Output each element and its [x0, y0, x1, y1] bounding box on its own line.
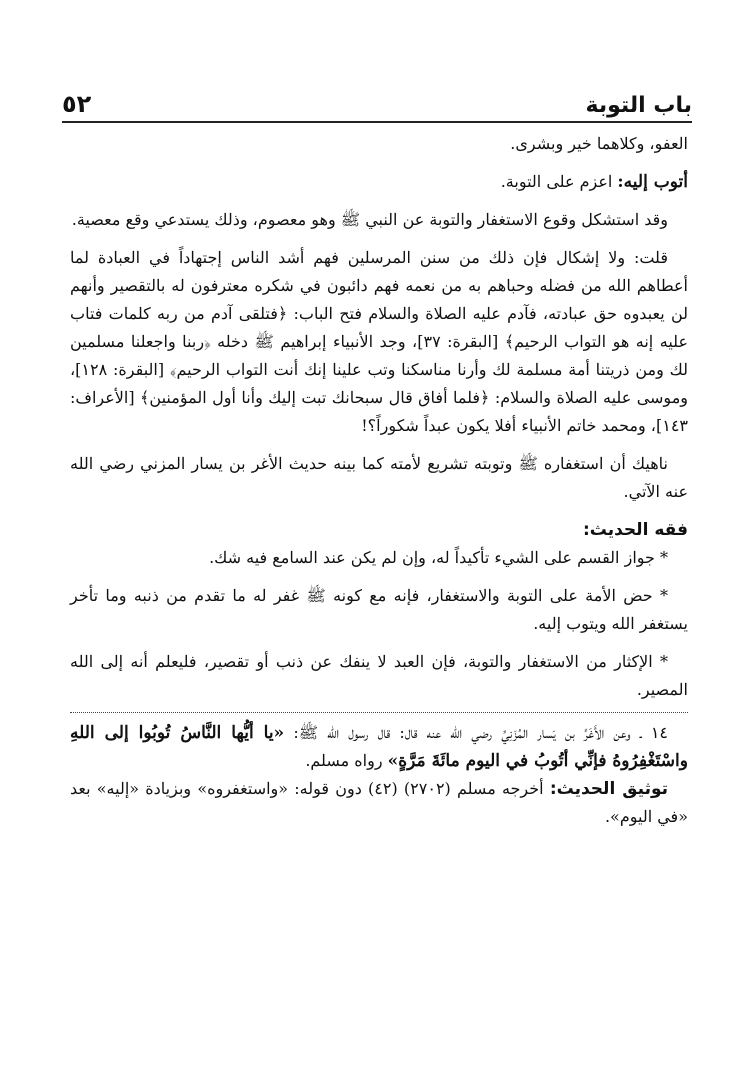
defined-term: أتوب إليه:	[617, 172, 688, 192]
fiqh-heading	[70, 516, 688, 544]
takhrij-paragraph	[70, 775, 688, 831]
takhrij-text: أخرجه مسلم (٢٧٠٢) (٤٢) دون قوله: «واستغفروه» وبزيادة «إليه» بعد «في اليوم».	[70, 779, 688, 826]
paragraph-definition	[70, 168, 688, 196]
page-body	[70, 130, 688, 831]
benefit-item: * جواز القسم على الشيء تأكيداً له، وإن لم يكن عند السامع فيه شك.	[209, 548, 668, 567]
page-header	[62, 82, 692, 118]
takhrij-heading: توثيق الحديث:	[549, 779, 668, 799]
fiqh-heading-text: فقه الحديث:	[582, 520, 688, 540]
section-divider	[70, 712, 688, 713]
hadith-intro: ١٤ ـ وعن الأَغَرِّ بن يَسار المُزَنِيِّ رضي الله عنه قال: قال رسول الله ﷺ:	[293, 723, 669, 742]
paragraph-answer: قلت: ولا إشكال فإن ذلك من سنن المرسلين فهم أشد الناس إجتهاداً في العبادة لما أعطاهم الله من فضله وحباهم به من نعمه فهم دائبون في شكره معترفون له بالتقصير وأنهم لن يعبدوه حق عبادته، فآدم عليه الصلاة والسلام فتح الباب: ﴿فتلقى آدم من ربه كلمات فتاب عليه إنه هو التواب الرحيم﴾ [البقرة: ٣٧]، وجد الأنبياء إبراهيم ﷺ دخله ﴿ربنا واجعلنا مسلمين لك ومن ذريتنا أمة مسلمة لك وأرنا مناسكنا وتب علينا إنك أنت التواب الرحيم﴾ [البقرة: ١٢٨]، وموسى عليه الصلاة والسلام: ﴿فلما أفاق قال سبحانك تبت إليك وأنا أول المؤمنين﴾ [الأعراف: ١٤٣]، ومحمد خاتم الأنبياء أفلا يكون عبداً شكوراً؟!	[70, 248, 689, 435]
paragraph-continuation: العفو، وكلاهما خير وبشرى.	[510, 134, 688, 153]
header-rule	[62, 121, 692, 123]
paragraph-question: وقد استشكل وقوع الاستغفار والتوبة عن النبي ﷺ وهو معصوم، وذلك يستدعي وقع معصية.	[71, 210, 668, 229]
term-definition: اعزم على التوبة.	[500, 172, 618, 191]
paragraph-note: ناهيك أن استغفاره ﷺ وتوبته تشريع لأمته كما بينه حديث الأغر بن يسار المزني رضي الله عنه الآتي.	[70, 454, 688, 501]
page-number: ٥٢	[62, 90, 92, 118]
chapter-title: باب التوبة	[585, 93, 692, 118]
hadith-paragraph	[70, 719, 688, 775]
hadith-source: رواه مسلم.	[305, 751, 388, 770]
hadith-text: «يا أيُّها النَّاسُ تُوبُوا إلى اللهِ واسْتَغْفِرُوهُ فإنِّي أتُوبُ في اليوم مائَةَ مَرَّةٍ»	[70, 723, 688, 771]
benefit-item: * الإكثار من الاستغفار والتوبة، فإن العبد لا ينفك عن ذنب أو تقصير، فليعلم أنه إلى الله المصير.	[70, 652, 688, 699]
benefit-item: * حض الأمة على التوبة والاستغفار، فإنه مع كونه ﷺ غفر له ما تقدم من ذنبه وما تأخر يستغفر الله ويتوب إليه.	[70, 586, 688, 633]
